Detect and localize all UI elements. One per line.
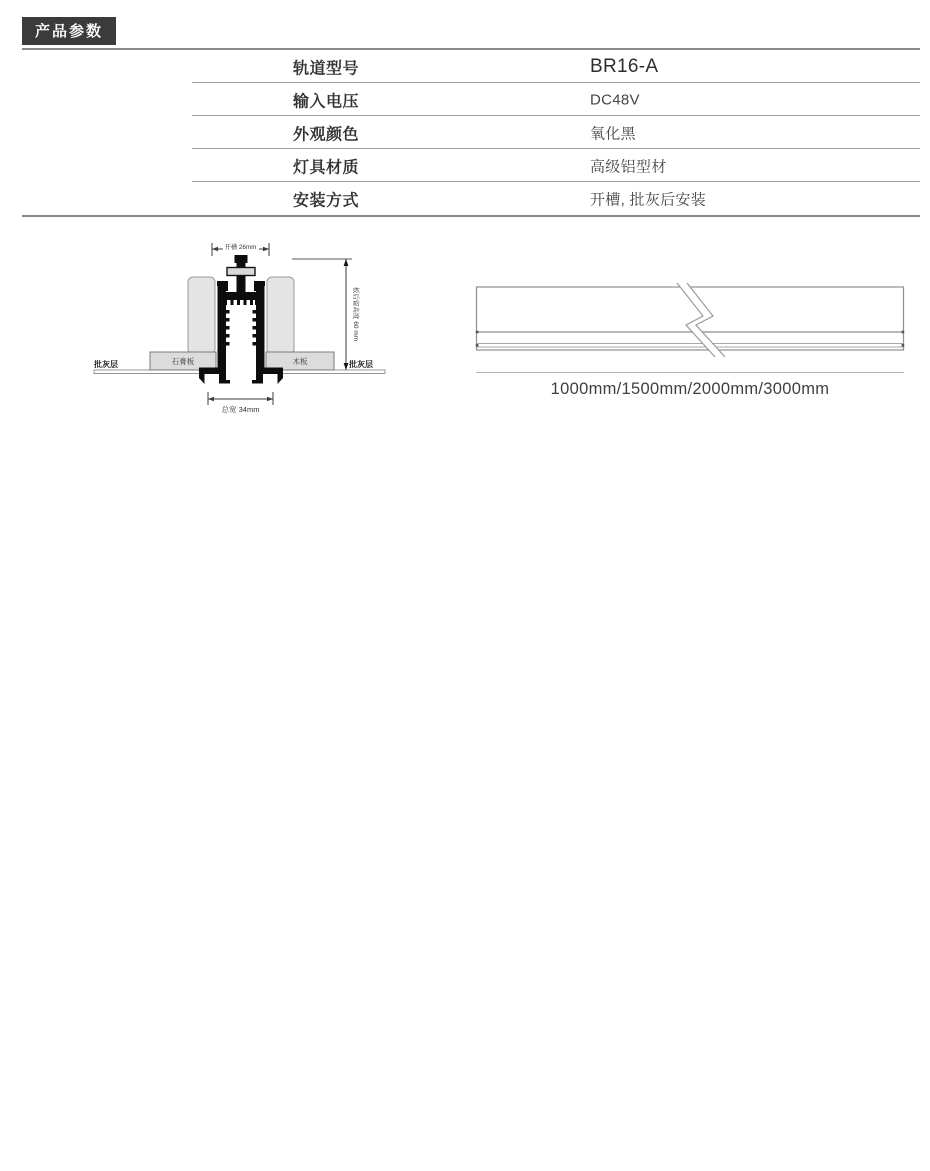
total-width-label: 总宽 34mm — [221, 405, 260, 414]
spec-label: 轨道型号 — [293, 60, 360, 77]
bolt-washer — [227, 268, 255, 276]
cross-section-diagram — [88, 235, 390, 415]
spec-value: 氧化黑 — [590, 125, 636, 142]
spec-label: 安装方式 — [293, 192, 360, 209]
spec-value: DC48V — [590, 91, 640, 108]
total-width-dimension — [208, 392, 273, 405]
plaster-layer-label-right: 批灰层 — [349, 360, 373, 369]
spec-table — [22, 48, 920, 217]
plaster-layer-strips — [94, 370, 385, 374]
gypsum-board-label: 石膏板 — [171, 357, 195, 366]
spec-label: 外观颜色 — [293, 126, 360, 143]
wood-board-label: 木板 — [292, 357, 308, 366]
spec-row-track-model — [22, 50, 920, 83]
ceiling-boards — [150, 352, 334, 370]
spec-label: 灯具材质 — [293, 159, 360, 176]
section-title-badge: 产品参数 — [22, 17, 116, 45]
spec-row-installation — [22, 182, 920, 215]
rear-clearance-label: 板后留高度 60 mm — [352, 286, 359, 342]
spec-row-input-voltage — [22, 83, 920, 116]
spec-label: 输入电压 — [293, 93, 360, 110]
slot-width-label: 开槽 26mm — [224, 244, 257, 251]
plaster-layer-label-left: 批灰层 — [94, 360, 118, 369]
spec-value: 高级铝型材 — [590, 158, 667, 175]
spec-row-material — [22, 149, 920, 182]
spec-value: BR16-A — [590, 55, 659, 77]
spec-row-color — [22, 116, 920, 149]
spec-value: 开槽, 批灰后安装 — [590, 191, 707, 208]
track-length-diagram — [465, 278, 915, 403]
track-lengths-label: 1000mm/1500mm/2000mm/3000mm — [550, 380, 830, 398]
